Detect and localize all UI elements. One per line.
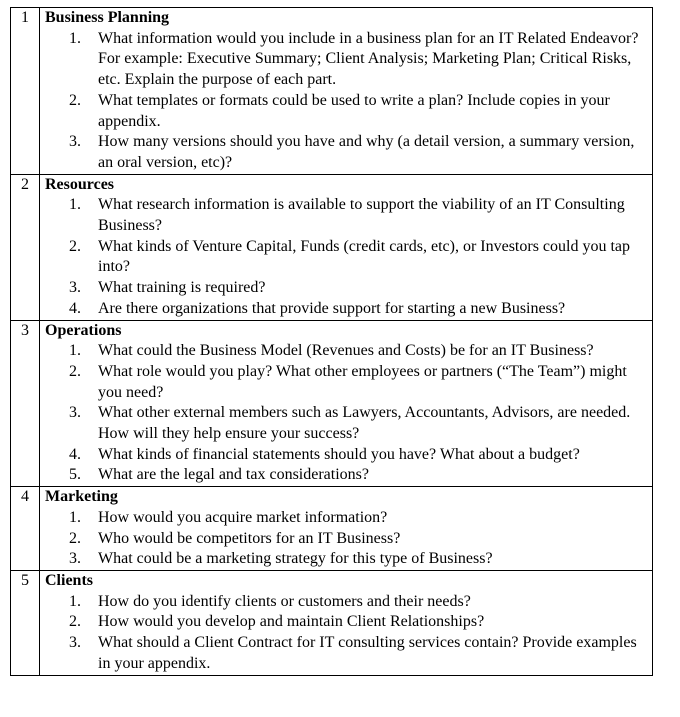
section-title: Business Planning bbox=[45, 9, 170, 26]
question-text: What training is required? bbox=[98, 279, 266, 297]
question-text: What other external members such as Lawyers, Accountants, Advisors, are needed. How will they help ensure your success? bbox=[98, 404, 631, 443]
section-number: 3 bbox=[11, 320, 40, 487]
section-title: Operations bbox=[45, 321, 122, 339]
question-text: What could the Business Model (Revenues and Costs) be for an IT Business? bbox=[98, 342, 594, 360]
question-text: What kinds of Venture Capital, Funds (credit cards, etc), or Investors could you tap into? bbox=[98, 237, 631, 276]
list-item: 3. What other external members such as Lawyers, Accountants, Advisors, are needed. How will they help ensure your success? bbox=[69, 404, 631, 443]
question-text: What information would you include in a business plan for an IT Related Endeavor? For example: Executive Summary; Client Analysis; Marketing Plan; Critical Risks, etc. Explain the purpose of each part. bbox=[98, 29, 639, 89]
question-list bbox=[45, 508, 648, 570]
list-item: 4. What kinds of financial statements should you have? What about a budget? bbox=[69, 445, 580, 463]
section-body bbox=[40, 174, 653, 320]
questions-table bbox=[10, 7, 653, 676]
section-row-business-planning bbox=[11, 8, 653, 175]
list-item: 1. What research information is available to support the viability of an IT Consulting Business? bbox=[69, 196, 625, 235]
question-text: Are there organizations that provide support for starting a new Business? bbox=[98, 299, 566, 317]
question-text: What research information is available to support the viability of an IT Consulting Business? bbox=[98, 196, 625, 235]
section-number: 4 bbox=[11, 487, 40, 571]
question-list bbox=[45, 592, 648, 675]
section-row-resources bbox=[11, 174, 653, 320]
question-text: How would you develop and maintain Client Relationships? bbox=[98, 613, 485, 631]
list-item: 3. What training is required? bbox=[69, 279, 266, 297]
list-item: 2. What role would you play? What other employees or partners (“The Team”) might you need? bbox=[69, 362, 627, 401]
document bbox=[10, 7, 653, 676]
list-item: 1. How do you identify clients or customers and their needs? bbox=[69, 592, 471, 610]
list-item: 1. What information would you include in a business plan for an IT Related Endeavor? For example: Executive Summary; Client Analysis; Marketing Plan; Critical Risks, etc. Explain the purpose of each part. bbox=[69, 29, 639, 89]
list-item: 5. What are the legal and tax considerations? bbox=[69, 466, 369, 484]
list-item: 2. What kinds of Venture Capital, Funds (credit cards, etc), or Investors could you tap into? bbox=[69, 237, 631, 276]
list-item: 2. What templates or formats could be used to write a plan? Include copies in your appendix. bbox=[69, 91, 610, 130]
question-list bbox=[45, 341, 648, 486]
question-list bbox=[45, 29, 648, 174]
section-title: Resources bbox=[45, 175, 115, 193]
question-list bbox=[45, 195, 648, 319]
list-item: 4. Are there organizations that provide support for starting a new Business? bbox=[69, 299, 566, 317]
question-text: How do you identify clients or customers and their needs? bbox=[98, 592, 471, 610]
section-number: 5 bbox=[11, 570, 40, 675]
question-text: What could be a marketing strategy for this type of Business? bbox=[98, 550, 493, 568]
question-text: What kinds of financial statements should you have? What about a budget? bbox=[98, 445, 580, 463]
question-text: What templates or formats could be used to write a plan? Include copies in your appendix. bbox=[98, 91, 610, 130]
section-row-marketing bbox=[11, 487, 653, 571]
question-text: What are the legal and tax considerations? bbox=[98, 466, 369, 484]
section-title: Clients bbox=[45, 571, 93, 589]
section-row-clients bbox=[11, 570, 653, 675]
section-body bbox=[40, 487, 653, 571]
section-body bbox=[40, 570, 653, 675]
section-row-operations bbox=[11, 320, 653, 487]
list-item: 3. What could be a marketing strategy for this type of Business? bbox=[69, 550, 493, 568]
section-body bbox=[40, 320, 653, 487]
list-item: 1. What could the Business Model (Revenues and Costs) be for an IT Business? bbox=[69, 342, 594, 360]
question-text: What role would you play? What other employees or partners (“The Team”) might you need? bbox=[98, 362, 627, 401]
list-item: 3. What should a Client Contract for IT consulting services contain? Provide examples in your appendix. bbox=[69, 634, 637, 672]
list-item: 1. How would you acquire market information? bbox=[69, 508, 388, 526]
list-item: 2. Who would be competitors for an IT Business? bbox=[69, 529, 401, 547]
question-text: How would you acquire market information? bbox=[98, 508, 388, 526]
section-title: Marketing bbox=[45, 488, 118, 506]
section-number: 2 bbox=[11, 174, 40, 320]
section-number: 1 bbox=[11, 8, 40, 175]
question-text: Who would be competitors for an IT Business? bbox=[98, 529, 401, 547]
list-item: 2. How would you develop and maintain Client Relationships? bbox=[69, 613, 485, 631]
section-body bbox=[40, 8, 653, 175]
list-item: 3. How many versions should you have and why (a detail version, a summary version, an oral version, etc)? bbox=[69, 133, 635, 171]
question-text: How many versions should you have and why (a detail version, a summary version, an oral version, etc)? bbox=[98, 133, 635, 171]
question-text: What should a Client Contract for IT consulting services contain? Provide examples in your appendix. bbox=[98, 634, 637, 672]
